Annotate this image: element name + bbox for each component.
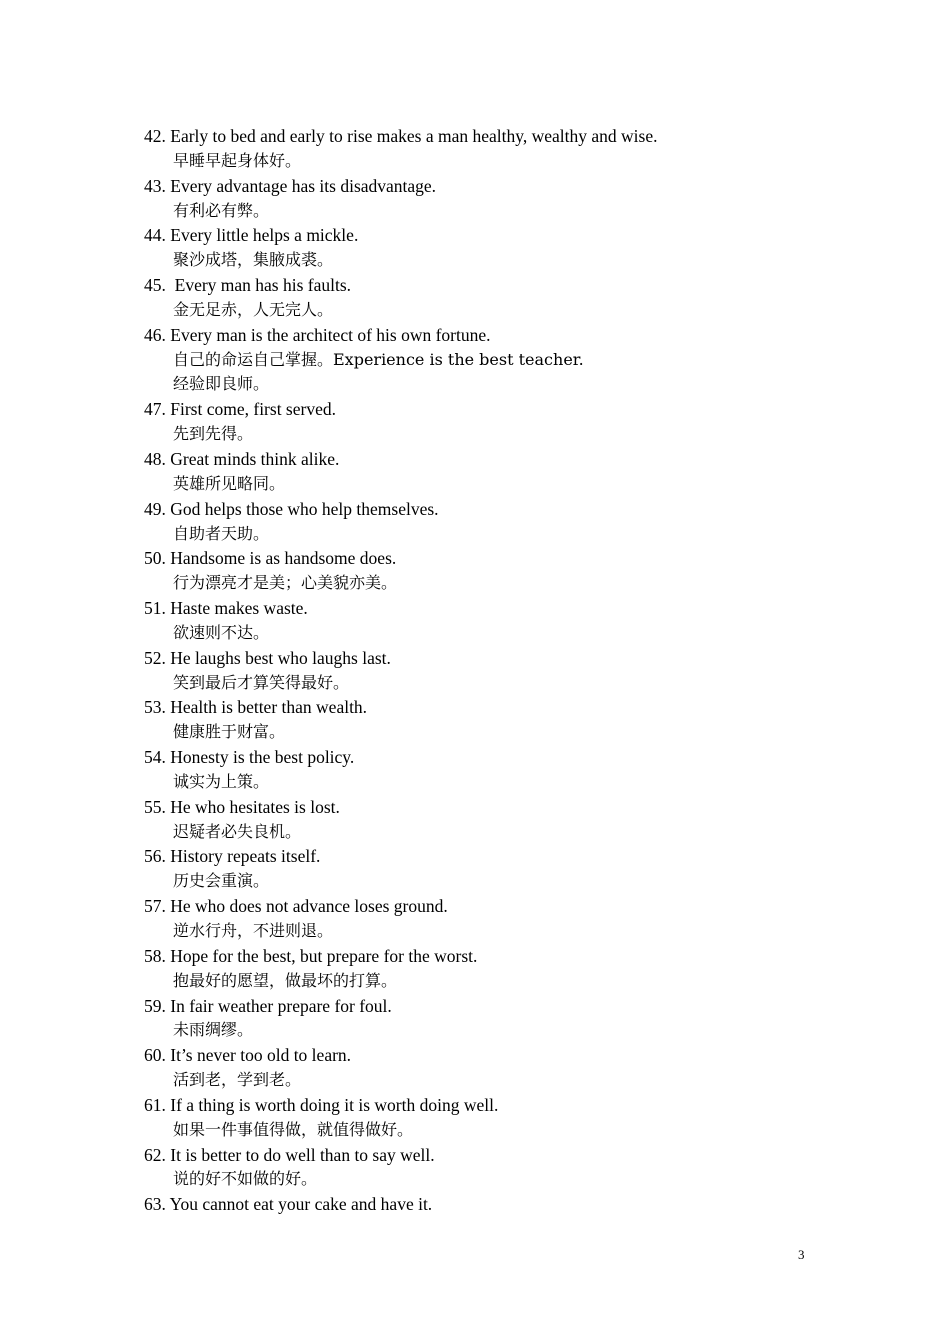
proverb-item <box>144 397 864 447</box>
proverb-english: 60. It’s never too old to learn. <box>144 1045 352 1066</box>
proverb-english: 43. Every advantage has its disadvantage. <box>144 175 437 196</box>
proverb-translation: 抱最好的愿望，做最坏的打算。 <box>173 970 398 990</box>
proverb-item <box>144 695 864 745</box>
proverb-english: 51. Haste makes waste. <box>144 598 308 619</box>
proverb-translation: 诚实为上策。 <box>173 771 270 791</box>
proverb-item <box>144 795 864 845</box>
proverb-english: 56. History repeats itself. <box>144 846 321 867</box>
proverb-translation: 早睡早起身体好。 <box>173 150 302 170</box>
proverb-translation: 迟疑者必失良机。 <box>173 821 302 841</box>
proverb-english: 55. He who hesitates is lost. <box>144 796 340 817</box>
proverb-item <box>144 546 864 596</box>
proverb-translation: 经验即良师。 <box>173 374 270 394</box>
proverb-translation: 自己的命运自己掌握。Experience is the best teacher. <box>173 349 584 369</box>
proverb-translation: 聚沙成塔，集腋成裘。 <box>173 250 334 270</box>
proverb-english: 47. First come, first served. <box>144 399 336 420</box>
proverb-item <box>144 1192 864 1217</box>
proverb-item <box>144 124 864 174</box>
proverb-item <box>144 174 864 224</box>
proverb-english: 50. Handsome is as handsome does. <box>144 548 397 569</box>
proverb-translation: 金无足赤，人无完人。 <box>173 299 334 319</box>
proverb-english: 62. It is better to do well than to say well. <box>144 1144 435 1165</box>
proverb-item <box>144 1043 864 1093</box>
proverb-english: 52. He laughs best who laughs last. <box>144 647 391 668</box>
proverb-translation: 未雨绸缪。 <box>173 1020 254 1040</box>
page-number: 3 <box>798 1247 805 1262</box>
proverb-list <box>144 124 864 1217</box>
proverb-translation: 说的好不如做的好。 <box>173 1169 318 1189</box>
proverb-translation: 健康胜于财富。 <box>173 722 286 742</box>
proverb-translation: 逆水行舟，不进则退。 <box>173 921 334 940</box>
proverb-english: 57. He who does not advance loses ground. <box>144 896 448 917</box>
proverb-english: 44. Every little helps a mickle. <box>144 225 359 246</box>
proverb-item <box>144 894 864 944</box>
proverb-item <box>144 1143 864 1193</box>
proverb-english: 45. Every man has his faults. <box>144 275 352 296</box>
proverb-item <box>144 944 864 994</box>
proverb-english: 48. Great minds think alike. <box>144 448 340 469</box>
proverb-item <box>144 646 864 696</box>
proverb-translation: 有利必有弊。 <box>173 200 270 220</box>
proverb-english: 59. In fair weather prepare for foul. <box>144 995 392 1016</box>
proverb-item <box>144 745 864 795</box>
proverb-item <box>144 447 864 497</box>
proverb-translation: 英雄所见略同。 <box>173 473 286 493</box>
proverb-translation: 行为漂亮才是美；心美貌亦美。 <box>173 573 398 593</box>
proverb-english: 49. God helps those who help themselves. <box>144 498 439 519</box>
proverb-english: 53. Health is better than wealth. <box>144 697 368 718</box>
proverb-english: 58. Hope for the best, but prepare for the worst. <box>144 945 478 966</box>
proverb-item <box>144 497 864 547</box>
proverb-english: 63. You cannot eat your cake and have it. <box>144 1194 433 1215</box>
proverb-translation: 欲速则不达。 <box>173 622 270 642</box>
proverb-english: 46. Every man is the architect of his own fortune. <box>144 324 491 345</box>
proverb-item <box>144 323 864 398</box>
proverb-english: 42. Early to bed and early to rise makes a man healthy, wealthy and wise. <box>144 126 658 146</box>
proverb-item <box>144 223 864 273</box>
proverb-translation: 自助者天助。 <box>173 523 270 543</box>
proverb-translation: 笑到最后才算笑得最好。 <box>173 672 350 692</box>
proverb-item <box>144 994 864 1044</box>
proverb-item <box>144 844 864 894</box>
proverb-translation: 如果一件事值得做，就值得做好。 <box>173 1119 414 1139</box>
proverb-translation: 历史会重演。 <box>173 871 270 891</box>
proverb-translation: 先到先得。 <box>173 424 254 444</box>
proverb-english: 61. If a thing is worth doing it is worth doing well. <box>144 1094 499 1115</box>
proverb-item <box>144 596 864 646</box>
proverb-item <box>144 1093 864 1143</box>
proverb-english: 54. Honesty is the best policy. <box>144 747 355 768</box>
proverb-item <box>144 273 864 323</box>
proverb-translation: 活到老，学到老。 <box>173 1070 302 1090</box>
